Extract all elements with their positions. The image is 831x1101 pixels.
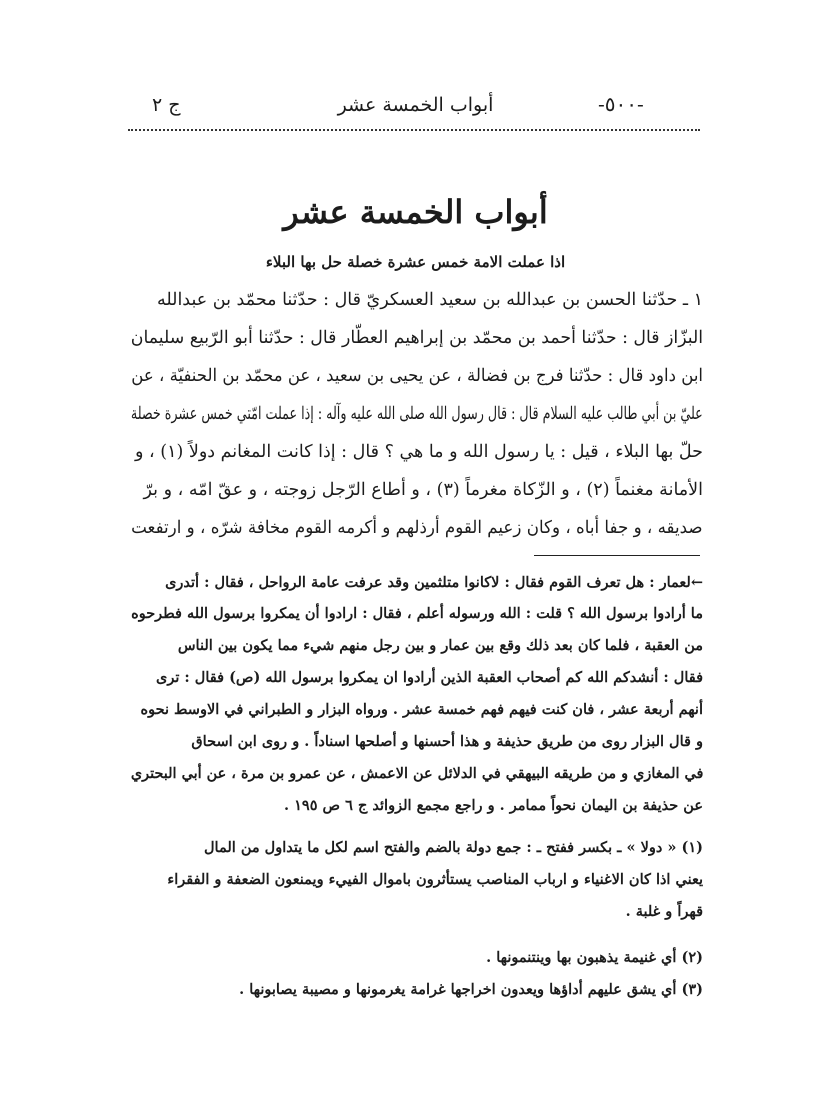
footnote-line: أنهم أربعة عشر ، فان كنت فيهم فهم خمسة عشر . ورواه البزار و الطبراني في الاوسط نحوه (140, 701, 703, 718)
body-line: عليّ بن أبي طالب عليه السلام قال : قال رسول الله صلى الله عليه وآله : إذا عملت امّتي خمس عشرة خصلة (131, 404, 703, 424)
footnote-line: ما أرادوا برسول الله ؟ قلت : الله ورسوله أعلم ، فقال : ارادوا أن يمكروا برسول الله فطرحوه (131, 605, 703, 622)
footnote-line: من العقبة ، فلما كان بعد ذلك وقع بين عمار و بين رجل منهم شيء مما يكون بين الناس (177, 637, 703, 654)
footnote-line: عن حذيفة بن اليمان نحواً ممامر . و راجع مجمع الزوائد ج ٦ ص ١٩٥ . (284, 797, 703, 814)
footnote-rule (534, 555, 700, 556)
chapter-title: أبواب الخمسة عشر (283, 193, 548, 231)
header-dotted-rule (128, 129, 700, 131)
body-line: صديقه ، و جفا أباه ، وكان زعيم القوم أرذلهم و أكرمه القوم مخافة شرّه ، و ارتفعت (131, 518, 703, 538)
footnote-line: فقال : أنشدكم الله كم أصحاب العقبة الذين أرادوا ان يمكروا برسول الله (ص) فقال : ترى (155, 669, 703, 686)
footnote-line: (٣) أي يشق عليهم أداؤها ويعدون اخراجها غرامة يغرمونها و مصيبة يصابونها . (239, 981, 703, 998)
body-line: البزّاز قال : حدّثنا أحمد بن محمّد بن إبراهيم العطّار قال : حدّثنا أبو الرّبيع سليمان (130, 328, 703, 348)
volume-label: ج ٢ (152, 94, 181, 116)
footnote-line: قهراً و غلبة . (625, 903, 703, 920)
body-line: ابن داود قال : حدّثنا فرج بن فضالة ، عن يحيى بن سعيد ، عن محمّد بن الحنفيّة ، عن (131, 366, 703, 386)
body-line: ١ ـ حدّثنا الحسن بن عبدالله بن سعيد العسكريّ قال : حدّثنا محمّد بن عبدالله (156, 290, 703, 310)
footnote-line: يعني اذا كان الاغنياء و ارباب المناصب يستأثرون باموال الفييء ويمنعون الضعفة و الفقراء (167, 871, 703, 888)
body-line: الأمانة مغنماً (٢) ، و الزّكاة مغرماً (٣) ، و أطاع الرّجل زوجته ، و عقّ امّه ، و برّ (143, 480, 703, 500)
footnote-line: (٢) أي غنيمة يذهبون بها وينتنمونها . (486, 949, 703, 966)
hadith-heading: اذا عملت الامة خمس عشرة خصلة حل بها البلاء (265, 253, 566, 271)
body-line: حلّ بها البلاء ، قيل : يا رسول الله و ما هي ؟ قال : إذا كانت المغانم دولاً (١) ، و (135, 442, 703, 462)
footnote-line: ←لعمار : هل تعرف القوم فقال : لاكانوا متلثمين وقد عرفت عامة الرواحل ، فقال : أتدرى (165, 574, 703, 591)
footnote-line: (١) « دولا » ـ بكسر ففتح ـ : جمع دولة بالضم والفتح اسم لكل ما يتداول من المال (203, 839, 703, 856)
page-number: -٥٠٠- (598, 92, 644, 116)
running-title: أبواب الخمسة عشر (337, 94, 494, 116)
footnote-line: في المغازي و من طريقه البيهقي في الدلائل عن الاعمش ، عن عمرو بن مرة ، عن أبي البحتري (130, 765, 703, 782)
footnote-line: و قال البزار روى من طريق حذيفة و هذا أحسنها و أصلحها اسناداً . و روى ابن اسحاق (191, 733, 703, 750)
